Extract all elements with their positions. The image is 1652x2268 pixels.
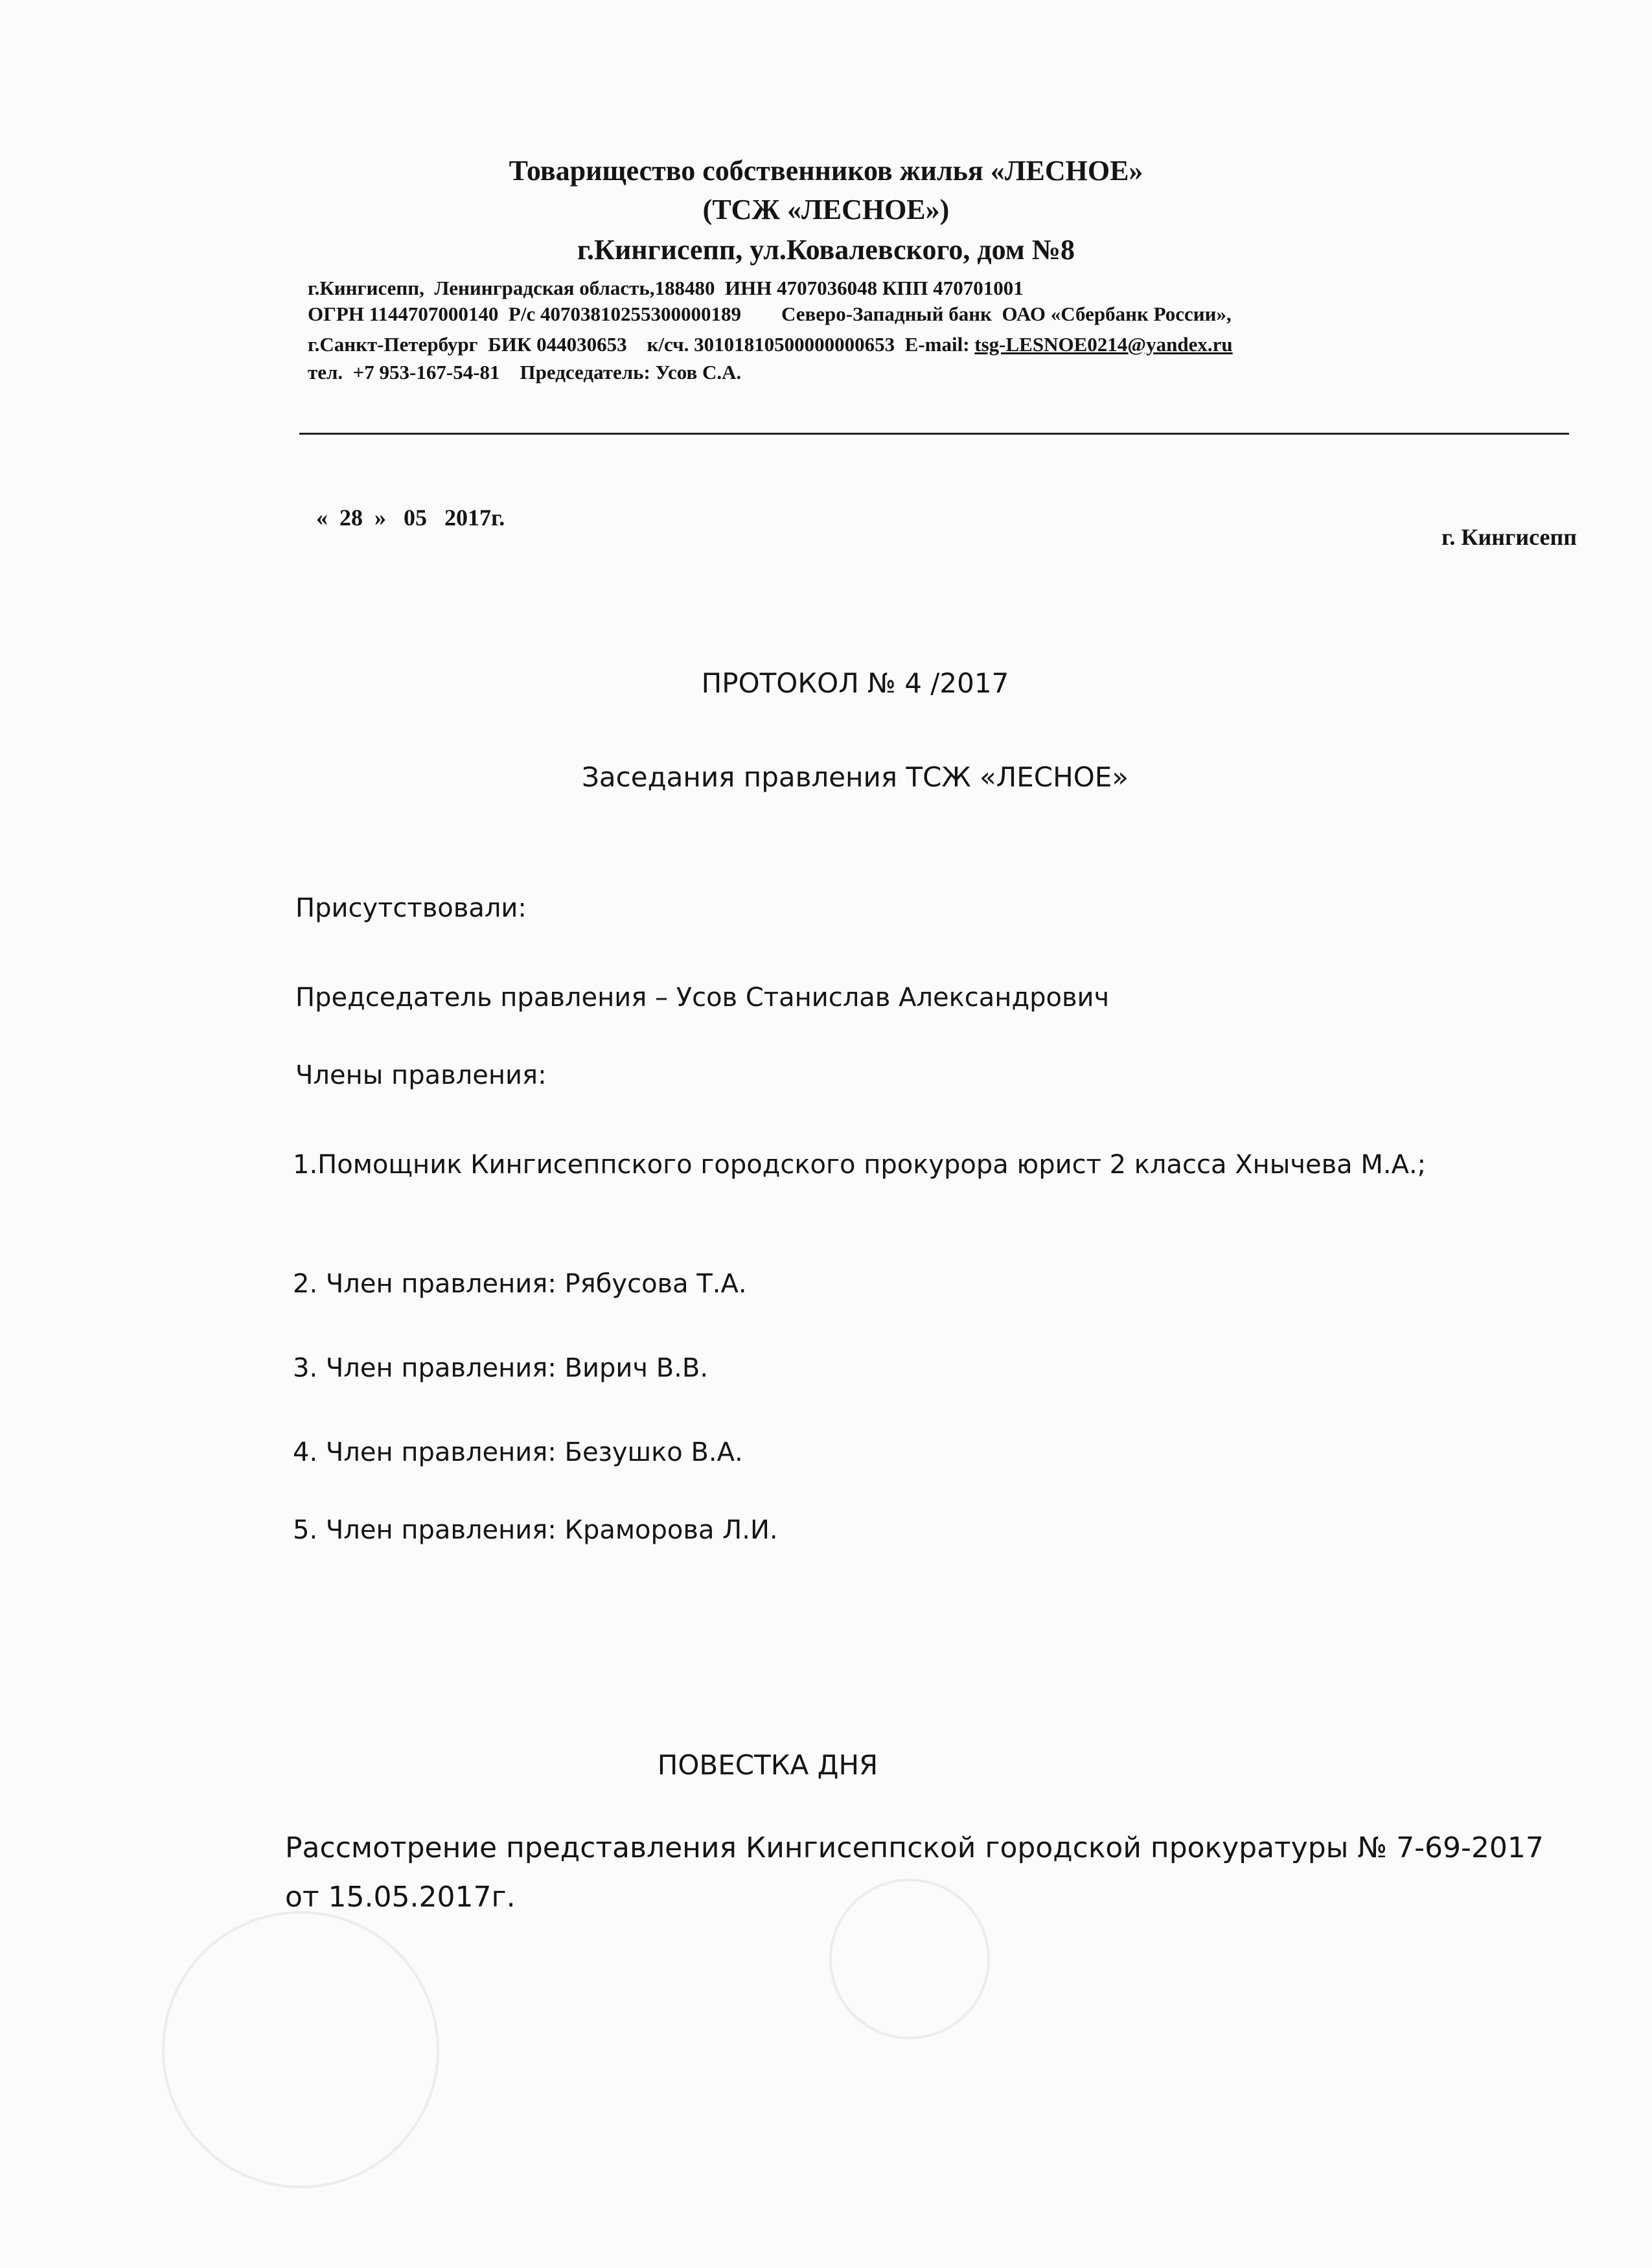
letterhead-requisites-line-1: г.Кингисепп, Ленинградская область,188480 ИНН 4707036048 КПП 470701001 — [308, 277, 1024, 299]
document-date: « 28 » 05 2017г. — [316, 505, 505, 531]
members-heading: Члены правления: — [295, 1060, 547, 1090]
member-item: 1.Помощник Кингисеппского городского прокурора юрист 2 класса Хнычева М.А.; — [293, 1150, 1427, 1180]
letterhead-divider — [299, 433, 1569, 435]
member-item: 3. Член правления: Вирич В.В. — [293, 1353, 709, 1383]
protocol-subtitle: Заседания правления ТСЖ «ЛЕСНОЕ» — [582, 761, 1129, 793]
email-link[interactable]: tsg-LESNOE0214@yandex.ru — [974, 333, 1233, 356]
org-name: Товарищество собственников жилья «ЛЕСНОЕ» — [509, 155, 1143, 187]
document-city: г. Кингисепп — [1441, 524, 1577, 550]
protocol-title: ПРОТОКОЛ № 4 /2017 — [701, 667, 1009, 699]
attendance-heading: Присутствовали: — [295, 893, 527, 923]
letterhead-requisites-line-4: тел. +7 953-167-54-81 Председатель: Усов С.А. — [308, 361, 742, 384]
member-item: 5. Член правления: Краморова Л.И. — [293, 1515, 778, 1545]
member-item: 4. Член правления: Безушко В.А. — [293, 1438, 743, 1467]
org-short-name: (ТСЖ «ЛЕСНОЕ») — [702, 194, 950, 225]
letterhead-requisites-line-2: ОГРН 1144707000140 Р/с 40703810255300000189 Северо-Западный банк ОАО «Сбербанк России», — [308, 303, 1232, 325]
chairman: Председатель правления – Усов Станислав Александрович — [295, 983, 1110, 1013]
org-address: г.Кингисепп, ул.Ковалевского, дом №8 — [577, 234, 1075, 266]
agenda-heading: ПОВЕСТКА ДНЯ — [657, 1749, 878, 1781]
member-item: 2. Член правления: Рябусова Т.А. — [293, 1269, 747, 1299]
letterhead-requisites-line-3 — [308, 332, 1233, 358]
bank-details: г.Санкт-Петербург БИК 044030653 к/сч. 30101810500000000653 E-mail: — [308, 333, 975, 356]
agenda-text: Рассмотрение представления Кингисеппской городской прокуратуры № 7-69-2017 от 15.05.2017г. — [285, 1831, 1544, 1914]
